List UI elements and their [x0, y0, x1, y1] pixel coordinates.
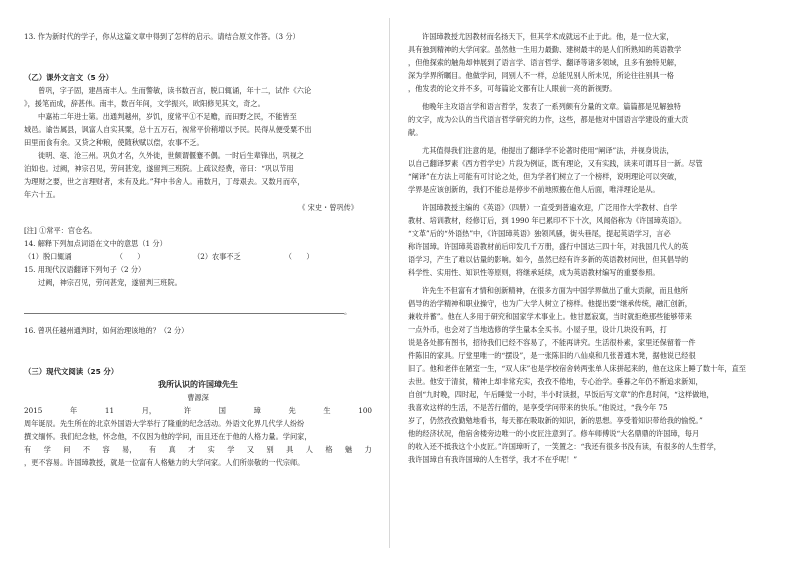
spaced-token: 力 — [364, 445, 372, 454]
text-line: 一点外币，也会对了当地选修的学生量本全买书。小屋子里，设计几块没有吗，打 — [408, 325, 667, 334]
text-line: 中嘉祐二年进士第。出通判越州，岁饥，度常平①不足赡，而田野之民，不能皆至 — [38, 112, 297, 121]
text-line: 为理财之要，世之言理财者，未有及此。”拜中书舍人。甫数月，丁母艰去。又数月而卒， — [24, 177, 305, 186]
text-line: 以自己翻译罗素《西方哲学史》片段为例证，既有理论，又有实践，读来可谓耳目一新。尽管 — [408, 159, 703, 168]
spaced-token: 具 — [286, 445, 294, 454]
text-line: 称许国璋。许国璋英语教材前后印发几千万册，盛行中国达三四十年，对我国几代人的英 — [408, 242, 689, 251]
column-divider — [389, 18, 390, 548]
q14-item-2: （2）农事不乏 — [193, 252, 241, 261]
text-line: 年六十五。 — [24, 190, 60, 199]
text-line: 岁了，仍然孜孜勤勉地看书，每天都在吸取新的知识，新的思想。享受着知识带给我的愉悦。” — [408, 416, 703, 425]
q14-item-1-blank[interactable]: （ ） — [115, 252, 145, 261]
text-line: 的文字，成为公认的当代语言哲学研究的力作，这些，都是他对中国语言学建设的重大贡 — [408, 115, 689, 124]
spaced-token: 人 — [305, 445, 313, 454]
question-16: 16. 曾巩任越州通判时，如何治理该地的？（2 分） — [24, 326, 189, 335]
text-line: 倡导的治学精神和职业操守，也为广大学人树立了榜样。他提出要“继承传统，融汇创新， — [408, 299, 692, 308]
spaced-token: 有 — [148, 445, 157, 454]
text-line: 尤其值得我们注意的是，他提出了翻译学不论著时使用“阐译”法，并视身说法， — [422, 146, 674, 155]
spaced-token: 别 — [266, 445, 274, 454]
text-line: “阐译”在方法上可能有可讨论之处，但为学者们树立了一个榜样，说明理论可以突破， — [408, 172, 682, 181]
question-14-items — [24, 250, 372, 263]
source-citation: 《 宋史・曾巩传》 — [298, 203, 358, 212]
date-token: 月， — [141, 406, 157, 415]
date-token: 11 — [104, 406, 115, 415]
text-line: 具有独到精神的大学问家。虽然他一生用力最勤、建树最丰的是人们所熟知的英语教学 — [408, 45, 682, 54]
date-token: 生 — [323, 406, 331, 415]
spaced-token: 格 — [325, 445, 333, 454]
text-line: 科学性、实用性、知识性等原则，将继承延续，成为英语教材编写的重要参照。 — [408, 268, 660, 277]
text-line: 教材、培训教材，经修订后，到 1990 年已累印不下十次，风闻俗称为《许国璋英语》。 — [408, 216, 687, 225]
q15-sentence: 过阙，神宗召见，劳问甚宠，遂留判三班院。 — [38, 278, 182, 287]
text-line: 他的经济状况，他宿舍楼旁边唯一的小皮匠注意到了。修车师傅说“大名鼎鼎的许国璋，每月 — [408, 429, 700, 438]
text-line: 曾巩，字子固，建昌南丰人。生而警敏，读书数百言，脱口辄诵，年十二，试作《六论 — [38, 86, 312, 95]
article-paragraph-1-end: ，更不容易。许国璋教授，就是一位富有人格魅力的大学问家。人们所崇敬的一代宗师。 — [24, 458, 305, 467]
q14-item-2-blank[interactable]: （ ） — [284, 252, 314, 261]
text-line: 我喜欢这样的生活，不是苦行僧的，是享受学问带来的快乐。”他说过，“我今年 75 — [408, 403, 668, 412]
date-token: 璋 — [253, 406, 261, 415]
text-line: 自创“九时晚，四时起，午后睡觉一小时，半小时读报，早饭后写文章”的作息时间，“这样做地， — [408, 390, 714, 399]
footnote: [注] ①常平：官仓名。 — [24, 226, 97, 235]
date-token: 许 — [183, 406, 191, 415]
text-line: 》，援笔而成，辞甚伟。南丰，数百年间，文学振兴，欧阳修见其文，奇之。 — [24, 99, 265, 108]
q15-answer-line[interactable] — [24, 305, 372, 318]
text-line: 许国璋教授主编的《英语》（四册）一直受到普遍欢迎，广泛用作大学教材、自学 — [422, 203, 678, 212]
article-author: 曹源深 — [187, 393, 209, 402]
spaced-token: 魅 — [344, 445, 353, 454]
text-line: 泊如也。过阙，神宗召见，劳问甚宠，遂留判三班院。上疏议经费，帝曰：“巩以节用 — [24, 164, 294, 173]
text-line: “文革”后的“外语热”中，《许国璋英语》独领风骚，街头巷尾，提起英语学习，言必 — [408, 229, 671, 238]
question-14: 14. 解释下列加点词语在文中的意思（1 分） — [24, 239, 167, 248]
spaced-token: 有 — [24, 445, 32, 454]
section-3-title: （三）现代文阅读（25 分） — [24, 367, 119, 376]
spaced-token: 实 — [207, 445, 215, 454]
text-line: 的收入还不抵我这个小皮匠。”许国璋听了，一笑置之：“我还有很多书没有读，有很多的人生哲学， — [408, 442, 721, 451]
text-line: 我许国璋自有我许国璋的人生哲学，我才不在乎呢！” — [408, 455, 577, 464]
article-spaced-line — [24, 443, 372, 456]
spaced-token: 学 — [227, 445, 235, 454]
text-line: ，但他探索的触角却伸展到了语言学、语言哲学、翻译等诸多领域，且多有独特见解， — [408, 58, 682, 67]
text-line: 他晚年主攻语言学和语言哲学，发表了一系列颇有分量的文章。篇篇都是见解独特 — [422, 102, 681, 111]
text-line: 徙明、亳、沧三州。巩负才名，久外徙，世颇谓偃蹇不偶。一时后生辈锋出，巩视之 — [38, 151, 304, 160]
text-line: 兼收并蓄”。他在人多用于研究和国家学术事业上。他甘愿寂寞，当时就拒绝那些能够带来 — [408, 312, 692, 321]
article-paragraph-1 — [24, 417, 372, 443]
text-line: 去世。他安于清贫，精神上却非常充实，孜孜不倦地，专心治学。垂暮之年仍不断追求新知， — [408, 377, 703, 386]
date-token: 2015 — [24, 406, 43, 415]
date-token: 年 — [69, 406, 78, 415]
spaced-token: 学 — [43, 445, 51, 454]
text-line: 许先生不但富有才情和创新精神，在很多方面为中国学界做出了重大贡献，而且他所 — [422, 286, 688, 295]
date-token: 100 — [358, 406, 372, 415]
left-column — [24, 30, 372, 469]
spaced-token: 问 — [63, 445, 71, 454]
spaced-token: 又 — [246, 445, 255, 454]
text-line: 件陈旧的家具。厅堂里唯一的“摆设”，是一张陈旧的八仙桌和几张普通木凳，据他说已经很 — [408, 351, 696, 360]
text-line: 周年诞辰。先生所在的北京外国语大学举行了隆重的纪念活动。外语文化界几代学人纷纷 — [24, 419, 305, 428]
article-date-line — [24, 404, 372, 417]
date-token: 先 — [288, 406, 296, 415]
text-line: 田里而食有余。又贷之种粮，使随秋赋以偿，农事不乏。 — [24, 138, 204, 147]
spaced-token: 真 — [168, 445, 176, 454]
text-line: 深为学界所瞩目。他做学问，同别人不一样，总能见别人所未见，所论往往别具一格 — [408, 71, 674, 80]
text-line: ，他发表的论文并不多，可每篇论文都有让人眼前一亮的新视野。 — [408, 84, 617, 93]
classical-text — [24, 84, 372, 201]
question-13: 13. 作为新时代的学子，你从这篇文章中得到了怎样的启示。请结合原文作答。（3 分） — [24, 32, 300, 41]
right-column — [408, 30, 774, 466]
text-line: 城邑。谕告属县，讽富人自实其粟，总十五万石，视常平价稍增以予民。民得从便受粟不出 — [24, 125, 312, 134]
text-line: 语学习，产生了难以估量的影响。如今，虽然已经有许多新的英语教材问世，但其倡导的 — [408, 255, 689, 264]
question-15: 15. 用现代汉语翻译下列句子（2 分） — [24, 265, 146, 274]
spaced-token: 容 — [102, 445, 110, 454]
date-token: 国 — [218, 406, 226, 415]
spaced-token: 不 — [82, 445, 91, 454]
text-line: 撰文缅怀。我们纪念他，怀念他，不仅因为他的学问，而且还在于他的人格力量。学问家， — [24, 432, 312, 441]
text-line: 学界是应该创新的，我们不能总是停步不前地照搬在他人后面，唯洋理论是从。 — [408, 185, 660, 194]
spaced-token: 才 — [188, 445, 196, 454]
q14-item-1: （1）脱口辄诵 — [24, 252, 72, 261]
text-line: 献。 — [408, 128, 423, 137]
text-line: 许国璋教授尤因教材而名扬天下，但其学术成就远不止于此。他，是一位大家， — [422, 32, 674, 41]
spaced-token: 易， — [122, 445, 137, 454]
text-line: 旧了。他和老伴在陋室一生，“双人床”也是学校宿舍转两张单人床拼起来的，他在这床上睡了数十年，直至 — [408, 364, 746, 373]
q15-line-end: 。 — [344, 307, 352, 316]
section-b-title: （乙）课外文言文（5 分） — [24, 73, 114, 82]
text-line: 说是各处都有图书，招待我们已经不容易了，不能再讲究。生活很朴素，家里还保留着一件 — [408, 338, 696, 347]
article-title: 我所认识的许国璋先生 — [158, 380, 238, 389]
